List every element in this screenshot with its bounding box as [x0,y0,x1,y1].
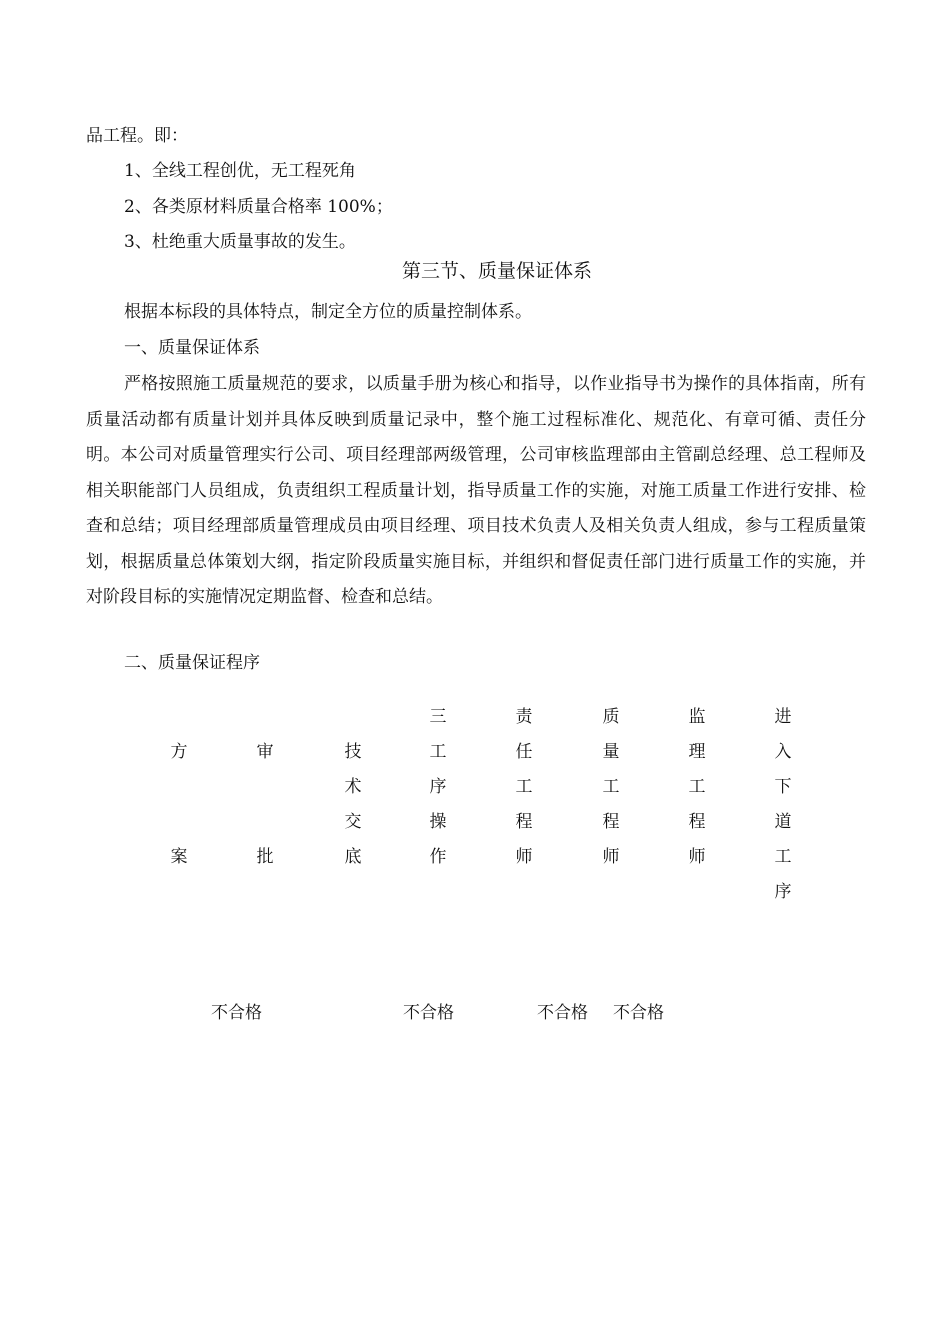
flow-step-char: 作 [429,847,447,867]
flow-step-char: 程 [688,812,706,832]
subsection-heading: 一、质量保证体系 [124,338,260,358]
flow-step-char: 质 [602,707,620,727]
fail-label: 不合格 [403,1003,454,1023]
flow-step-char: 审 [256,742,274,762]
list-item: 1、全线工程创优，无工程死角 [124,161,356,181]
flow-step-char: 道 [774,812,792,832]
section-heading: 第三节、质量保证体系 [401,260,592,282]
flow-step-char: 师 [515,847,533,867]
flow-step-char: 工 [688,777,706,797]
list-item: 2、各类原材料质量合格率 100%； [124,197,393,217]
flow-step-char: 师 [602,847,620,867]
flow-step-char: 序 [429,777,447,797]
body-paragraph: 严格按照施工质量规范的要求，以质量手册为核心和指导，以作业指导书为操作的具体指南，所有质量活动都有质量计划并具体反映到质量记录中，整个施工过程标准化、规范化、有章可循、责任分明。本公司对质量管理实行公司、项目经理部两级管理，公司审核监理部由主管副总经理、总工程师及相关职能部门人员组成，负责组织工程质量计划，指导质量工作的实施，对施工质量工作进行安排、检查和总结；项目经理部质量管理成员由项目经理、项目技术负责人及相关负责人组成，参与工程质量策划，根据质量总体策划大纲，指定阶段质量实施目标，并组织和督促责任部门进行质量工作的实施，并对阶段目标的实施情况定期监督、检查和总结。 [86,374,866,607]
flow-step-char: 三 [429,707,447,727]
flow-step-char: 序 [774,882,792,902]
subsection-heading: 二、质量保证程序 [124,653,260,673]
flow-step-char: 案 [170,847,188,867]
fail-label: 不合格 [613,1003,664,1023]
flow-step-char: 工 [429,742,447,762]
flow-step-char: 工 [515,777,533,797]
flow-step-char: 工 [602,777,620,797]
flow-step-char: 责 [515,707,533,727]
flow-step-char: 任 [515,742,533,762]
fail-label: 不合格 [537,1003,588,1023]
flow-step-char: 师 [688,847,706,867]
flow-step-char: 交 [344,812,362,832]
flow-step-char: 工 [774,847,792,867]
flow-step-char: 理 [688,742,706,762]
text-line: 品工程。即： [86,126,188,146]
flow-step-char: 术 [344,777,362,797]
flow-step-char: 批 [256,847,274,867]
flow-step-char: 入 [774,742,792,762]
list-item: 3、杜绝重大质量事故的发生。 [124,232,356,252]
flow-step-char: 下 [774,777,792,797]
flow-step-char: 监 [688,707,706,727]
intro-text: 根据本标段的具体特点，制定全方位的质量控制体系。 [124,302,532,322]
flow-step-char: 方 [170,742,188,762]
flow-step-char: 量 [602,742,620,762]
flow-step-char: 技 [344,742,362,762]
flow-step-char: 程 [602,812,620,832]
flow-step-char: 进 [774,707,792,727]
flow-step-char: 操 [429,812,447,832]
flow-step-char: 程 [515,812,533,832]
flow-step-char: 底 [344,847,362,867]
fail-label: 不合格 [211,1003,262,1023]
